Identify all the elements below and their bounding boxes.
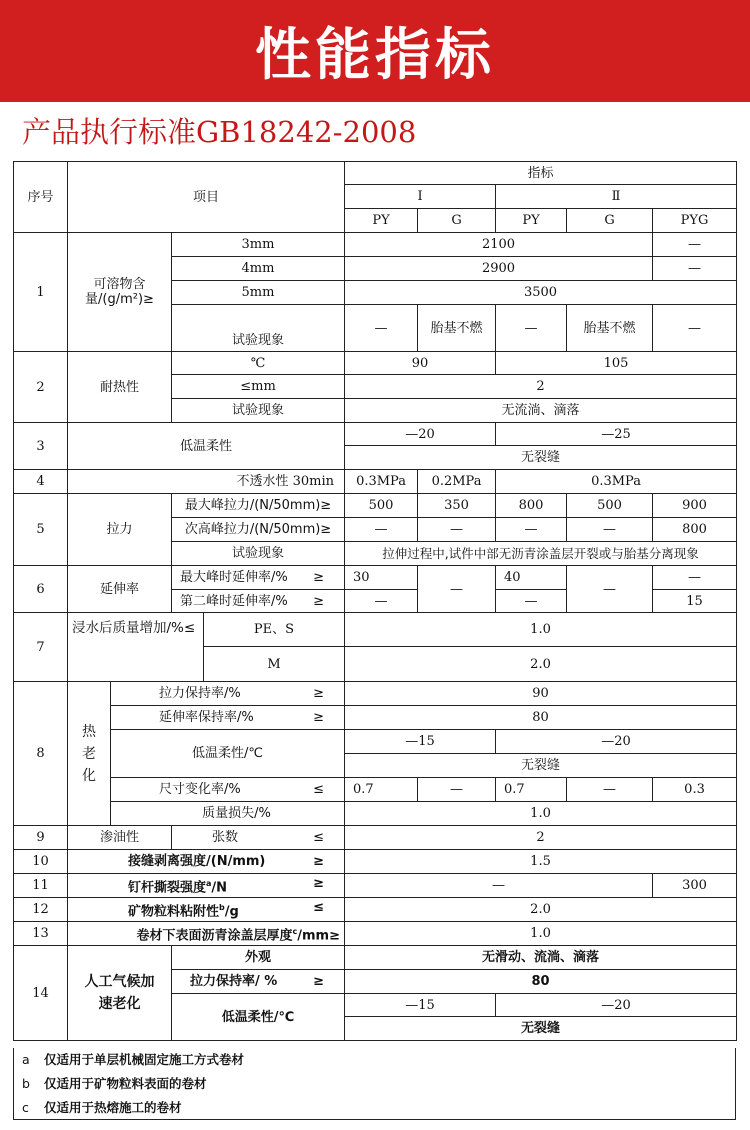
row11-unit: /N [211, 880, 228, 896]
row1-test-pyg: — [653, 305, 737, 352]
row9-sub [172, 826, 345, 850]
row6-max-5: — [653, 566, 737, 590]
row2-mm-value: 2 [345, 375, 737, 399]
row9-seq: 9 [14, 826, 68, 850]
row14-tensile-value: 80 [345, 970, 737, 994]
row2-name: 耐热性 [68, 352, 172, 423]
row8-cold-2: —20 [496, 730, 737, 754]
row9-sub-label: 张数 [212, 830, 239, 845]
row12-le: ≤ [313, 899, 325, 915]
row8-tensile-ge: ≥ [313, 686, 325, 701]
row6-max-ge: ≥ [313, 570, 325, 585]
header-g-2: G [567, 209, 653, 233]
header-g-1: G [418, 209, 496, 233]
row3-name: 低温柔性 [68, 423, 345, 470]
row10-value: 1.5 [345, 850, 737, 874]
row1-3mm-value: 2100 [345, 233, 653, 257]
row5-max-1: 500 [345, 494, 418, 518]
row6-max-3: 40 [496, 566, 567, 590]
footnote-a-text: 仅适用于单层机械固定施工方式卷材 [44, 1052, 245, 1067]
row12-value: 2.0 [345, 898, 737, 922]
row11-label: 钉杆撕裂强度 [128, 880, 207, 896]
row9-name: 渗油性 [68, 826, 172, 850]
row10-ge: ≥ [313, 854, 325, 869]
header-py-1: PY [345, 209, 418, 233]
row7-seq: 7 [14, 613, 68, 682]
row2-phen: 无流淌、滴落 [345, 399, 737, 423]
row1-5mm: 5mm [172, 281, 345, 305]
row14-cold-1: —15 [345, 994, 496, 1017]
row13-seq: 13 [14, 922, 68, 946]
row7-v2: 2.0 [345, 647, 737, 682]
row8-seq: 8 [14, 682, 68, 826]
row14-ge: ≥ [313, 974, 325, 989]
row5-test: 试验现象 [172, 542, 345, 566]
row8-tensile-label: 拉力保持率/% [159, 686, 241, 701]
row1-test-g2: 胎基不燃 [567, 305, 653, 352]
row6-name: 延伸率 [68, 566, 172, 613]
row2-test: 试验现象 [172, 399, 345, 423]
row7-pes: PE、S [204, 613, 345, 647]
row8-size-5: 0.3 [653, 778, 737, 802]
row6-g1: — [418, 566, 496, 613]
row2-mm: ≤mm [172, 375, 345, 399]
row14-cold: 低温柔性/℃ [172, 994, 345, 1041]
footnote-c-letter: c [22, 1100, 29, 1115]
row6-second-1: — [345, 590, 418, 613]
row8-size-label: 尺寸变化率/% [159, 782, 241, 797]
row4-seq: 4 [14, 470, 68, 494]
row13-label: 卷材下表面沥青涂盖层厚度 [136, 928, 293, 944]
row14-name: 人工气候加速老化 [68, 946, 172, 1041]
row6-second-label: 第二峰时延伸率/% [180, 593, 288, 609]
row6-second-5: 15 [653, 590, 737, 613]
row5-max-4: 500 [567, 494, 653, 518]
header-index: 指标 [345, 162, 737, 185]
row8-size-3: 0.7 [496, 778, 567, 802]
footnote-b-letter: b [22, 1076, 30, 1091]
row7-v1: 1.0 [345, 613, 737, 647]
row13-unit: /mm [297, 928, 330, 944]
row6-max-1: 30 [345, 566, 418, 590]
row8-size-1: 0.7 [345, 778, 418, 802]
row4-name: 不透水性 30min [68, 470, 345, 494]
row1-4mm-pyg: — [653, 257, 737, 281]
row11-sup: a [206, 878, 212, 888]
row12-unit: /g [224, 904, 239, 920]
row8-elong-label: 延伸率保持率/% [159, 710, 254, 725]
header-pyg: PYG [653, 209, 737, 233]
row1-3mm-pyg: — [653, 233, 737, 257]
row13-name [68, 922, 345, 946]
row11-value: 300 [653, 874, 737, 898]
row5-max-2: 350 [418, 494, 496, 518]
row6-second-ge: ≥ [313, 593, 325, 609]
row10-label: 接缝剥离强度/(N/mm) [128, 854, 266, 869]
row14-tensile-label: 拉力保持率/ % [190, 974, 278, 989]
row1-test-py2: — [496, 305, 567, 352]
row10-name [68, 850, 345, 874]
row8-mass: 质量损失/% [111, 802, 345, 826]
row8-elong-ge: ≥ [313, 710, 325, 725]
row6-second-3: — [496, 590, 567, 613]
row1-3mm: 3mm [172, 233, 345, 257]
footnote-a [14, 1048, 735, 1072]
row14-seq: 14 [14, 946, 68, 1041]
header-grade-1: I [345, 185, 496, 209]
row1-name: 可溶物含量/(g/m²)≥ [68, 233, 172, 352]
row2-temp: ℃ [172, 352, 345, 375]
row14-tensile [172, 970, 345, 994]
row8-cold: 低温柔性/℃ [111, 730, 345, 778]
row8-phen: 无裂缝 [345, 754, 737, 778]
row3-phen: 无裂缝 [345, 446, 737, 470]
footnote-c-text: 仅适用于热熔施工的卷材 [44, 1100, 182, 1115]
row8-tensile-value: 90 [345, 682, 737, 706]
row8-name: 热老化 [68, 682, 111, 826]
row8-mass-value: 1.0 [345, 802, 737, 826]
row2-seq: 2 [14, 352, 68, 423]
header-py-2: PY [496, 209, 567, 233]
row1-4mm: 4mm [172, 257, 345, 281]
row4-v1: 0.3MPa [345, 470, 418, 494]
row7-name: 浸水后质量增加/%≤ [68, 613, 204, 682]
row5-second-4: — [567, 518, 653, 542]
row2-temp-2: 105 [496, 352, 737, 375]
row14-phen: 无裂缝 [345, 1017, 737, 1041]
row13-sup: c [292, 926, 298, 936]
row2-temp-1: 90 [345, 352, 496, 375]
row5-second-5: 800 [653, 518, 737, 542]
row13-value: 1.0 [345, 922, 737, 946]
footnote-b-text: 仅适用于矿物粒料表面的卷材 [44, 1076, 207, 1091]
row5-seq: 5 [14, 494, 68, 566]
row4-v2: 0.2MPa [418, 470, 496, 494]
row3-v2: —25 [496, 423, 737, 446]
row5-phen: 拉伸过程中,试件中部无沥青涂盖层开裂或与胎基分离现象 [345, 542, 737, 566]
row1-4mm-value: 2900 [345, 257, 653, 281]
row6-max [172, 566, 345, 590]
title-banner [0, 0, 750, 102]
row8-size-4: — [567, 778, 653, 802]
header-seq: 序号 [14, 162, 68, 233]
row1-5mm-value: 3500 [345, 281, 737, 305]
header-item: 项目 [68, 162, 345, 233]
row6-g2: — [567, 566, 653, 613]
row13-ge: ≥ [329, 928, 341, 944]
row12-label: 矿物粒料粘附性 [128, 904, 220, 920]
row8-size-le: ≤ [313, 782, 325, 797]
row6-seq: 6 [14, 566, 68, 613]
row8-cold-1: —15 [345, 730, 496, 754]
row1-seq: 1 [14, 233, 68, 352]
row11-seq: 11 [14, 874, 68, 898]
row3-v1: —20 [345, 423, 496, 446]
footnote-c [14, 1096, 735, 1120]
row12-name [68, 898, 345, 922]
row8-size [111, 778, 345, 802]
row8-tensile [111, 682, 345, 706]
row11-dash: — [345, 874, 653, 898]
row14-look: 外观 [172, 946, 345, 970]
row11-name [68, 874, 345, 898]
row4-v3: 0.3MPa [496, 470, 737, 494]
page-title: 性能指标 [255, 23, 495, 88]
row5-max: 最大峰拉力/(N/50mm)≥ [172, 494, 345, 518]
row5-second-3: — [496, 518, 567, 542]
row5-max-3: 800 [496, 494, 567, 518]
row3-seq: 3 [14, 423, 68, 470]
row11-ge: ≥ [313, 875, 325, 891]
row5-name: 拉力 [68, 494, 172, 566]
row10-seq: 10 [14, 850, 68, 874]
row9-le: ≤ [313, 830, 325, 845]
row7-m: M [204, 647, 345, 682]
footnote-a-letter: a [22, 1052, 30, 1067]
row12-seq: 12 [14, 898, 68, 922]
standard-subtitle: 产品执行标准GB18242-2008 [22, 115, 417, 149]
row14-look-value: 无滑动、流淌、滴落 [345, 946, 737, 970]
row5-second: 次高峰拉力/(N/50mm)≥ [172, 518, 345, 542]
row5-max-5: 900 [653, 494, 737, 518]
performance-table [13, 161, 737, 1041]
row8-elong [111, 706, 345, 730]
row14-cold-2: —20 [496, 994, 737, 1017]
row6-max-label: 最大峰时延伸率/% [180, 570, 288, 585]
row8-size-2: — [418, 778, 496, 802]
row5-second-2: — [418, 518, 496, 542]
row5-second-1: — [345, 518, 418, 542]
row6-second [172, 590, 345, 613]
row1-test-g1: 胎基不燃 [418, 305, 496, 352]
row9-value: 2 [345, 826, 737, 850]
row12-sup: b [219, 902, 225, 912]
footnotes [13, 1048, 736, 1120]
header-grade-2: Ⅱ [496, 185, 737, 209]
footnote-b [14, 1072, 735, 1096]
row8-elong-value: 80 [345, 706, 737, 730]
row1-test: 试验现象 [172, 305, 345, 352]
row1-test-py1: — [345, 305, 418, 352]
